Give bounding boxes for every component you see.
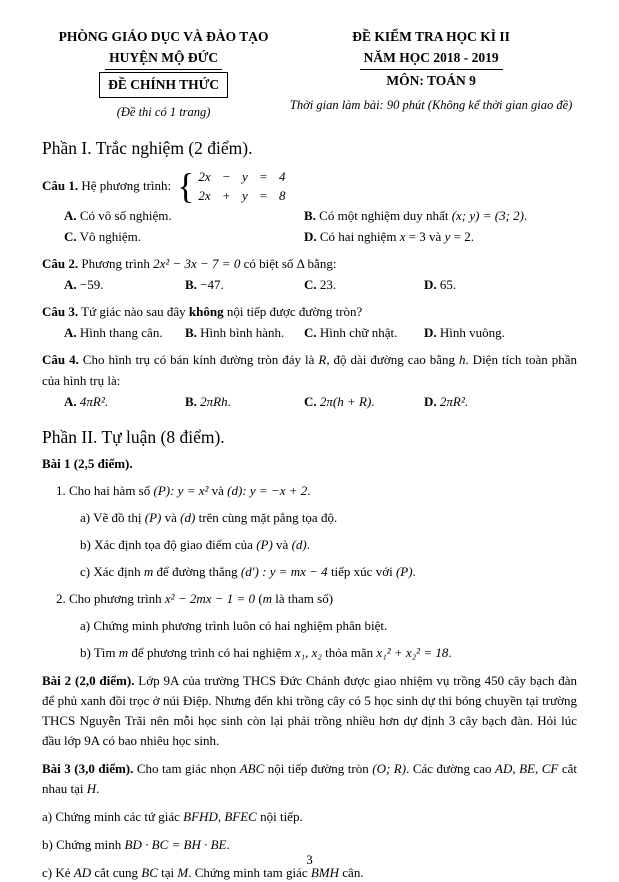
q1-option-c: C. Vô nghiệm. (64, 229, 142, 244)
q2-option-b: B. −47. (185, 277, 224, 292)
page-count-note: (Đề thi có 1 trang) (116, 105, 211, 119)
q1-option-a: A. Có vô số nghiệm. (64, 208, 172, 223)
part2-essay (42, 424, 577, 882)
official-exam-box: ĐỀ CHÍNH THỨC (99, 72, 228, 98)
bai3-item-b: b) Chứng minh BD · BC = BH · BE. (42, 837, 230, 852)
question-3-statement: Câu 3. Tứ giác nào sau đây không nội tiếp được đường tròn? (42, 304, 363, 319)
bai1-item-1: 1. Cho hai hàm số (P): y = x² và (d): y = −x + 2. (56, 483, 311, 498)
q4-option-d: D. 2πR². (424, 394, 468, 409)
department-name: PHÒNG GIÁO DỤC VÀ ĐÀO TẠO (58, 29, 269, 44)
question-1-options (64, 205, 577, 247)
question-2-statement: Câu 2. Phương trình 2x² − 3x − 7 = 0 có biệt số Δ bằng: (42, 256, 337, 271)
question-4 (42, 349, 577, 412)
q3-option-d: D. Hình vuông. (424, 325, 505, 340)
question-3-options (64, 322, 577, 343)
bai1-item-1c: c) Xác định m để đường thẳng (d′) : y = mx − 4 tiếp xúc với (P). (80, 564, 416, 579)
part2-title: Phần II. Tự luận (8 điểm). (42, 427, 225, 447)
exam-header (42, 26, 577, 123)
question-1 (42, 167, 577, 247)
q4-option-c: C. 2π(h + R). (304, 394, 375, 409)
question-2 (42, 253, 577, 295)
header-left-block (42, 26, 285, 123)
system-brace: { (177, 166, 195, 206)
q2-option-c: C. 23. (304, 277, 337, 292)
bai1-item-2a: a) Chứng minh phương trình luôn có hai nghiệm phân biệt. (80, 618, 388, 633)
school-year (285, 47, 577, 70)
bai1-item-2: 2. Cho phương trình x² − 2mx − 1 = 0 (m là tham số) (56, 591, 334, 606)
bai1-title: Bài 1 (2,5 điểm). (42, 456, 133, 471)
question-4-statement: Câu 4. Cho hình trụ có bán kính đường tròn đáy là R, độ dài đường cao bằng h. Diện tích toàn phần của hình trụ là: (42, 352, 577, 388)
exam-title: ĐỀ KIỂM TRA HỌC KÌ II (352, 29, 510, 44)
q3-option-b: B. Hình bình hành. (185, 325, 285, 340)
q3-option-a: A. Hình thang cân. (64, 325, 163, 340)
district-name (42, 47, 285, 70)
school-year-underline: NĂM HỌC 2018 - 2019 (360, 47, 503, 70)
official-exam-box-row (42, 72, 285, 98)
q4-option-a: A. 4πR². (64, 394, 108, 409)
q1-option-d: D. Có hai nghiệm x = 3 và y = 2. (304, 229, 474, 244)
part1-multiple-choice (42, 135, 577, 412)
part1-title: Phần I. Trắc nghiệm (2 điểm). (42, 138, 253, 158)
equation-system (198, 167, 285, 205)
bai1-item-1a: a) Vẽ đồ thị (P) và (d) trên cùng mặt pẳng tọa độ. (80, 510, 338, 525)
bai2-text: Bài 2 (2,0 điểm). Lớp 9A của trường THCS Đức Chánh được giao nhiệm vụ trồng 450 cây bạch đàn để phủ xanh đồi trọc ở núi Điệp. Nhưng đến khi trồng cây có 5 học sinh dự thi bóng chuyền tại trường THCS Nguyễn Trãi nên mỗi học sinh còn lại phải trồng nhiều hơn dự định 3 cây bạch đàn. Hỏi lúc đầu lớp 9A có bao nhiêu học sinh. (42, 673, 577, 748)
page-number: 3 (306, 852, 313, 867)
question-3 (42, 301, 577, 343)
q3-option-c: C. Hình chữ nhật. (304, 325, 398, 340)
bai3-item-c: c) Kẻ AD cắt cung BC tại M. Chứng minh tam giác BMH cân. (42, 865, 364, 880)
district-name-underline: HUYỆN MỘ ĐỨC (105, 47, 222, 70)
question-1-lead: Câu 1. Hệ phương trình: (42, 178, 172, 193)
question-4-options (64, 391, 577, 412)
bai1-item-1b: b) Xác định tọa độ giao điểm của (P) và (d). (80, 537, 310, 552)
q4-option-b: B. 2πRh. (185, 394, 231, 409)
header-right-block (285, 26, 577, 116)
duration-note: Thời gian làm bài: 90 phút (Không kể thời gian giao đề) (289, 98, 573, 112)
question-1-statement (42, 167, 577, 205)
question-2-options (64, 274, 577, 295)
equation-1: 2x − y = 4 (198, 169, 286, 184)
q1-option-b: B. Có một nghiệm duy nhất (x; y) = (3; 2). (304, 208, 528, 223)
bai1-item-2b: b) Tìm m để phương trình có hai nghiệm x₁, x₂ thỏa mãn x₁² + x₂² = 18. (80, 645, 452, 660)
subject-name: MÔN: TOÁN 9 (386, 73, 476, 88)
equation-2: 2x + y = 8 (198, 188, 286, 203)
q2-option-a: A. −59. (64, 277, 104, 292)
q2-option-d: D. 65. (424, 277, 457, 292)
bai3-intro: Bài 3 (3,0 điểm). Cho tam giác nhọn ABC nội tiếp đường tròn (O; R). Các đường cao AD, BE, CF cắt nhau tại H. (42, 761, 578, 796)
bai3-item-a: a) Chứng minh các tứ giác BFHD, BFEC nội tiếp. (42, 809, 303, 824)
